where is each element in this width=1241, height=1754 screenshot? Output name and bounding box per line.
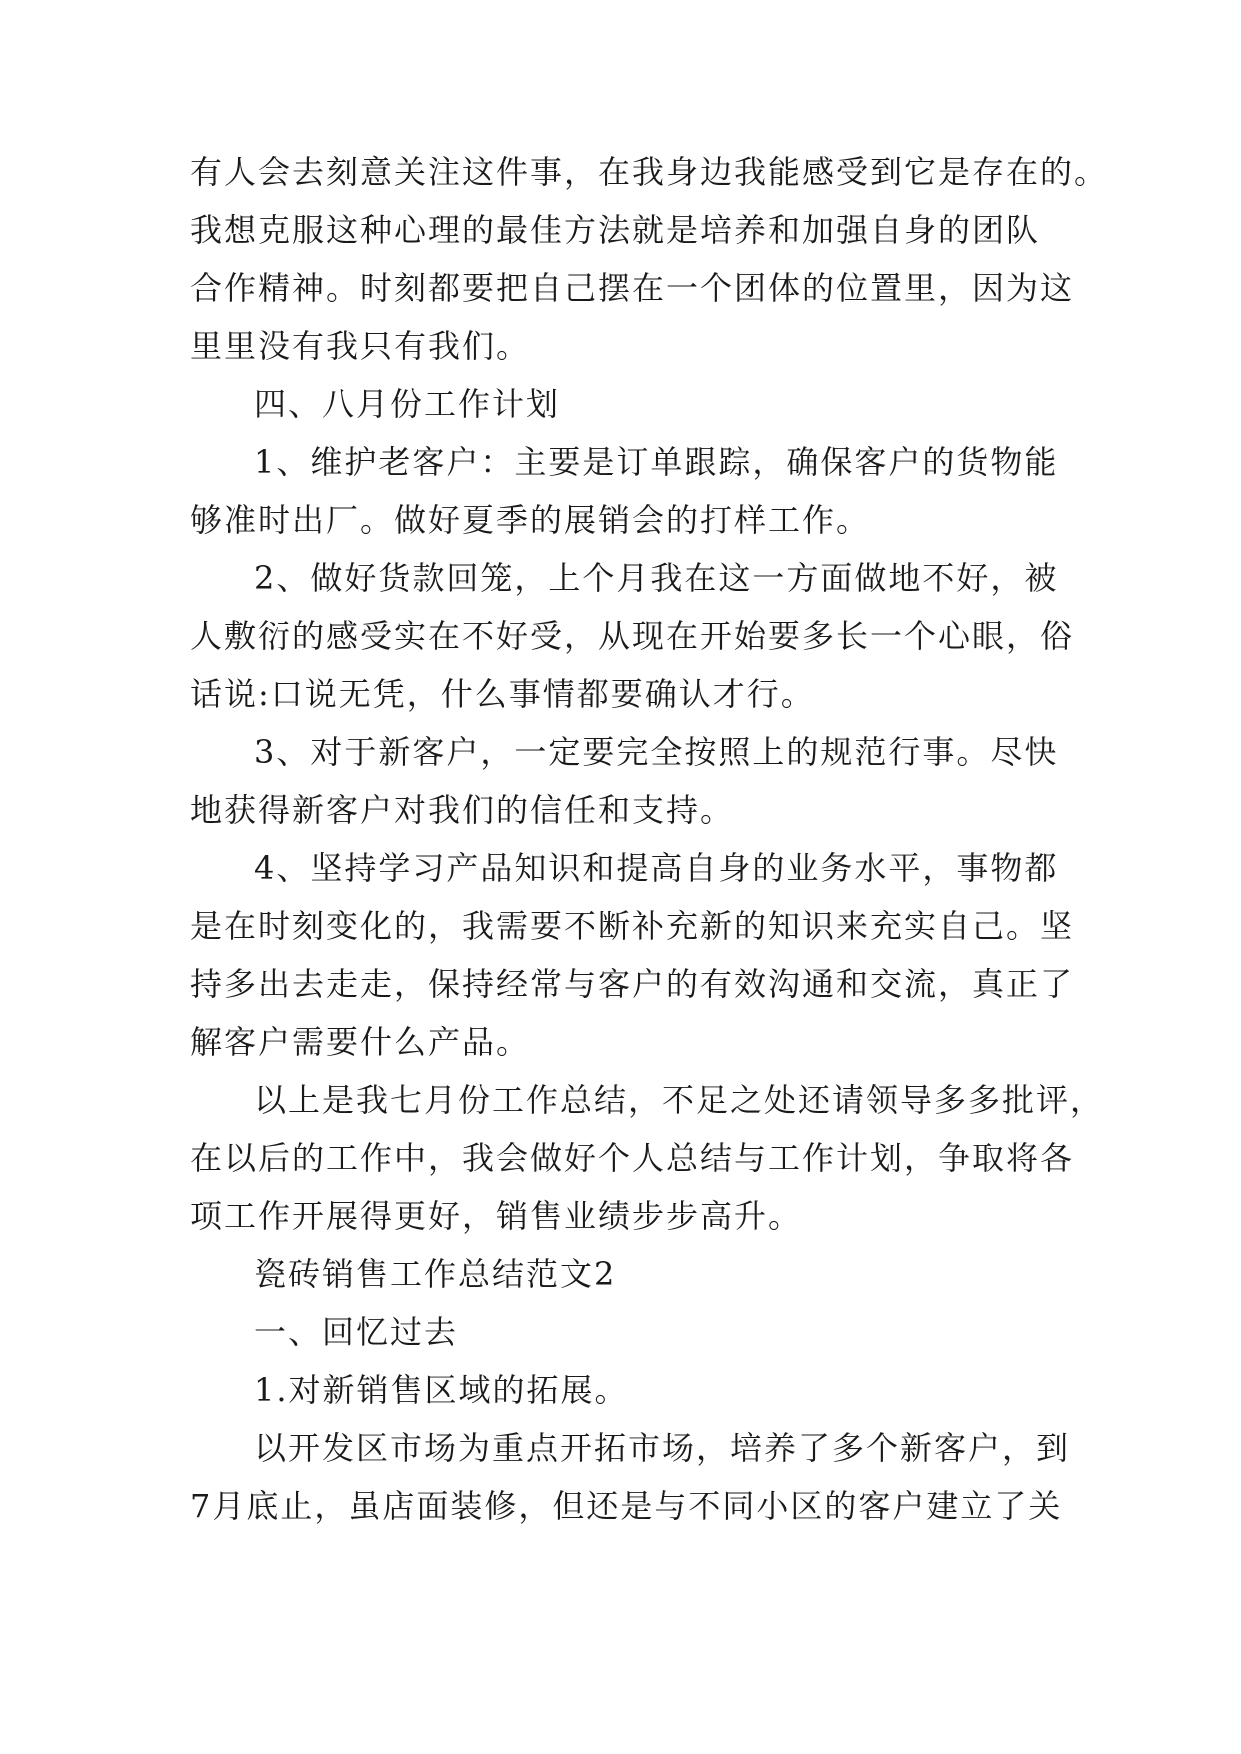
text-line: 4、坚持学习产品知识和提高自身的业务水平，事物都 <box>254 849 1059 887</box>
section-heading: 一、回忆过去 <box>254 1313 459 1351</box>
text-line: 里里没有我只有我们。 <box>190 327 531 365</box>
text-line: 2、做好货款回笼，上个月我在这一方面做地不好，被 <box>254 559 1059 597</box>
text-line: 7月底止，虽店面装修，但还是与不同小区的客户建立了关 <box>190 1487 1063 1525</box>
text-line: 持多出去走走，保持经常与客户的有效沟通和交流，真正了 <box>190 965 1075 1003</box>
text-line: 解客户需要什么产品。 <box>190 1023 531 1061</box>
text-line: 话说:口说无凭，什么事情都要确认才行。 <box>190 675 815 713</box>
text-line: 合作精神。时刻都要把自己摆在一个团体的位置里，因为这 <box>190 269 1075 307</box>
text-line: 在以后的工作中，我会做好个人总结与工作计划，争取将各 <box>190 1139 1075 1177</box>
text-line: 以开发区市场为重点开拓市场，培养了多个新客户，到 <box>254 1429 1071 1467</box>
text-line: 人敷衍的感受实在不好受，从现在开始要多长一个心眼，俗 <box>190 617 1075 655</box>
text-line: 我想克服这种心理的最佳方法就是培养和加强自身的团队 <box>190 211 1041 249</box>
text-line: 地获得新客户对我们的信任和支持。 <box>190 791 735 829</box>
text-line: 1.对新销售区域的拓展。 <box>254 1371 629 1409</box>
text-line: 1、维护老客户：主要是订单跟踪，确保客户的货物能 <box>254 443 1059 481</box>
text-line: 够准时出厂。做好夏季的展销会的打样工作。 <box>190 501 871 539</box>
text-line: 有人会去刻意关注这件事，在我身边我能感受到它是存在的。 <box>190 153 1109 191</box>
text-line: 3、对于新客户，一定要完全按照上的规范行事。尽快 <box>254 733 1059 771</box>
text-line: 以上是我七月份工作总结，不足之处还请领导多多批评， <box>254 1081 1105 1119</box>
text-line: 是在时刻变化的，我需要不断补充新的知识来充实自己。坚 <box>190 907 1075 945</box>
section-heading: 四、八月份工作计划 <box>254 385 561 423</box>
section-title: 瓷砖销售工作总结范文2 <box>254 1255 617 1293</box>
text-line: 项工作开展得更好，销售业绩步步高升。 <box>190 1197 803 1235</box>
